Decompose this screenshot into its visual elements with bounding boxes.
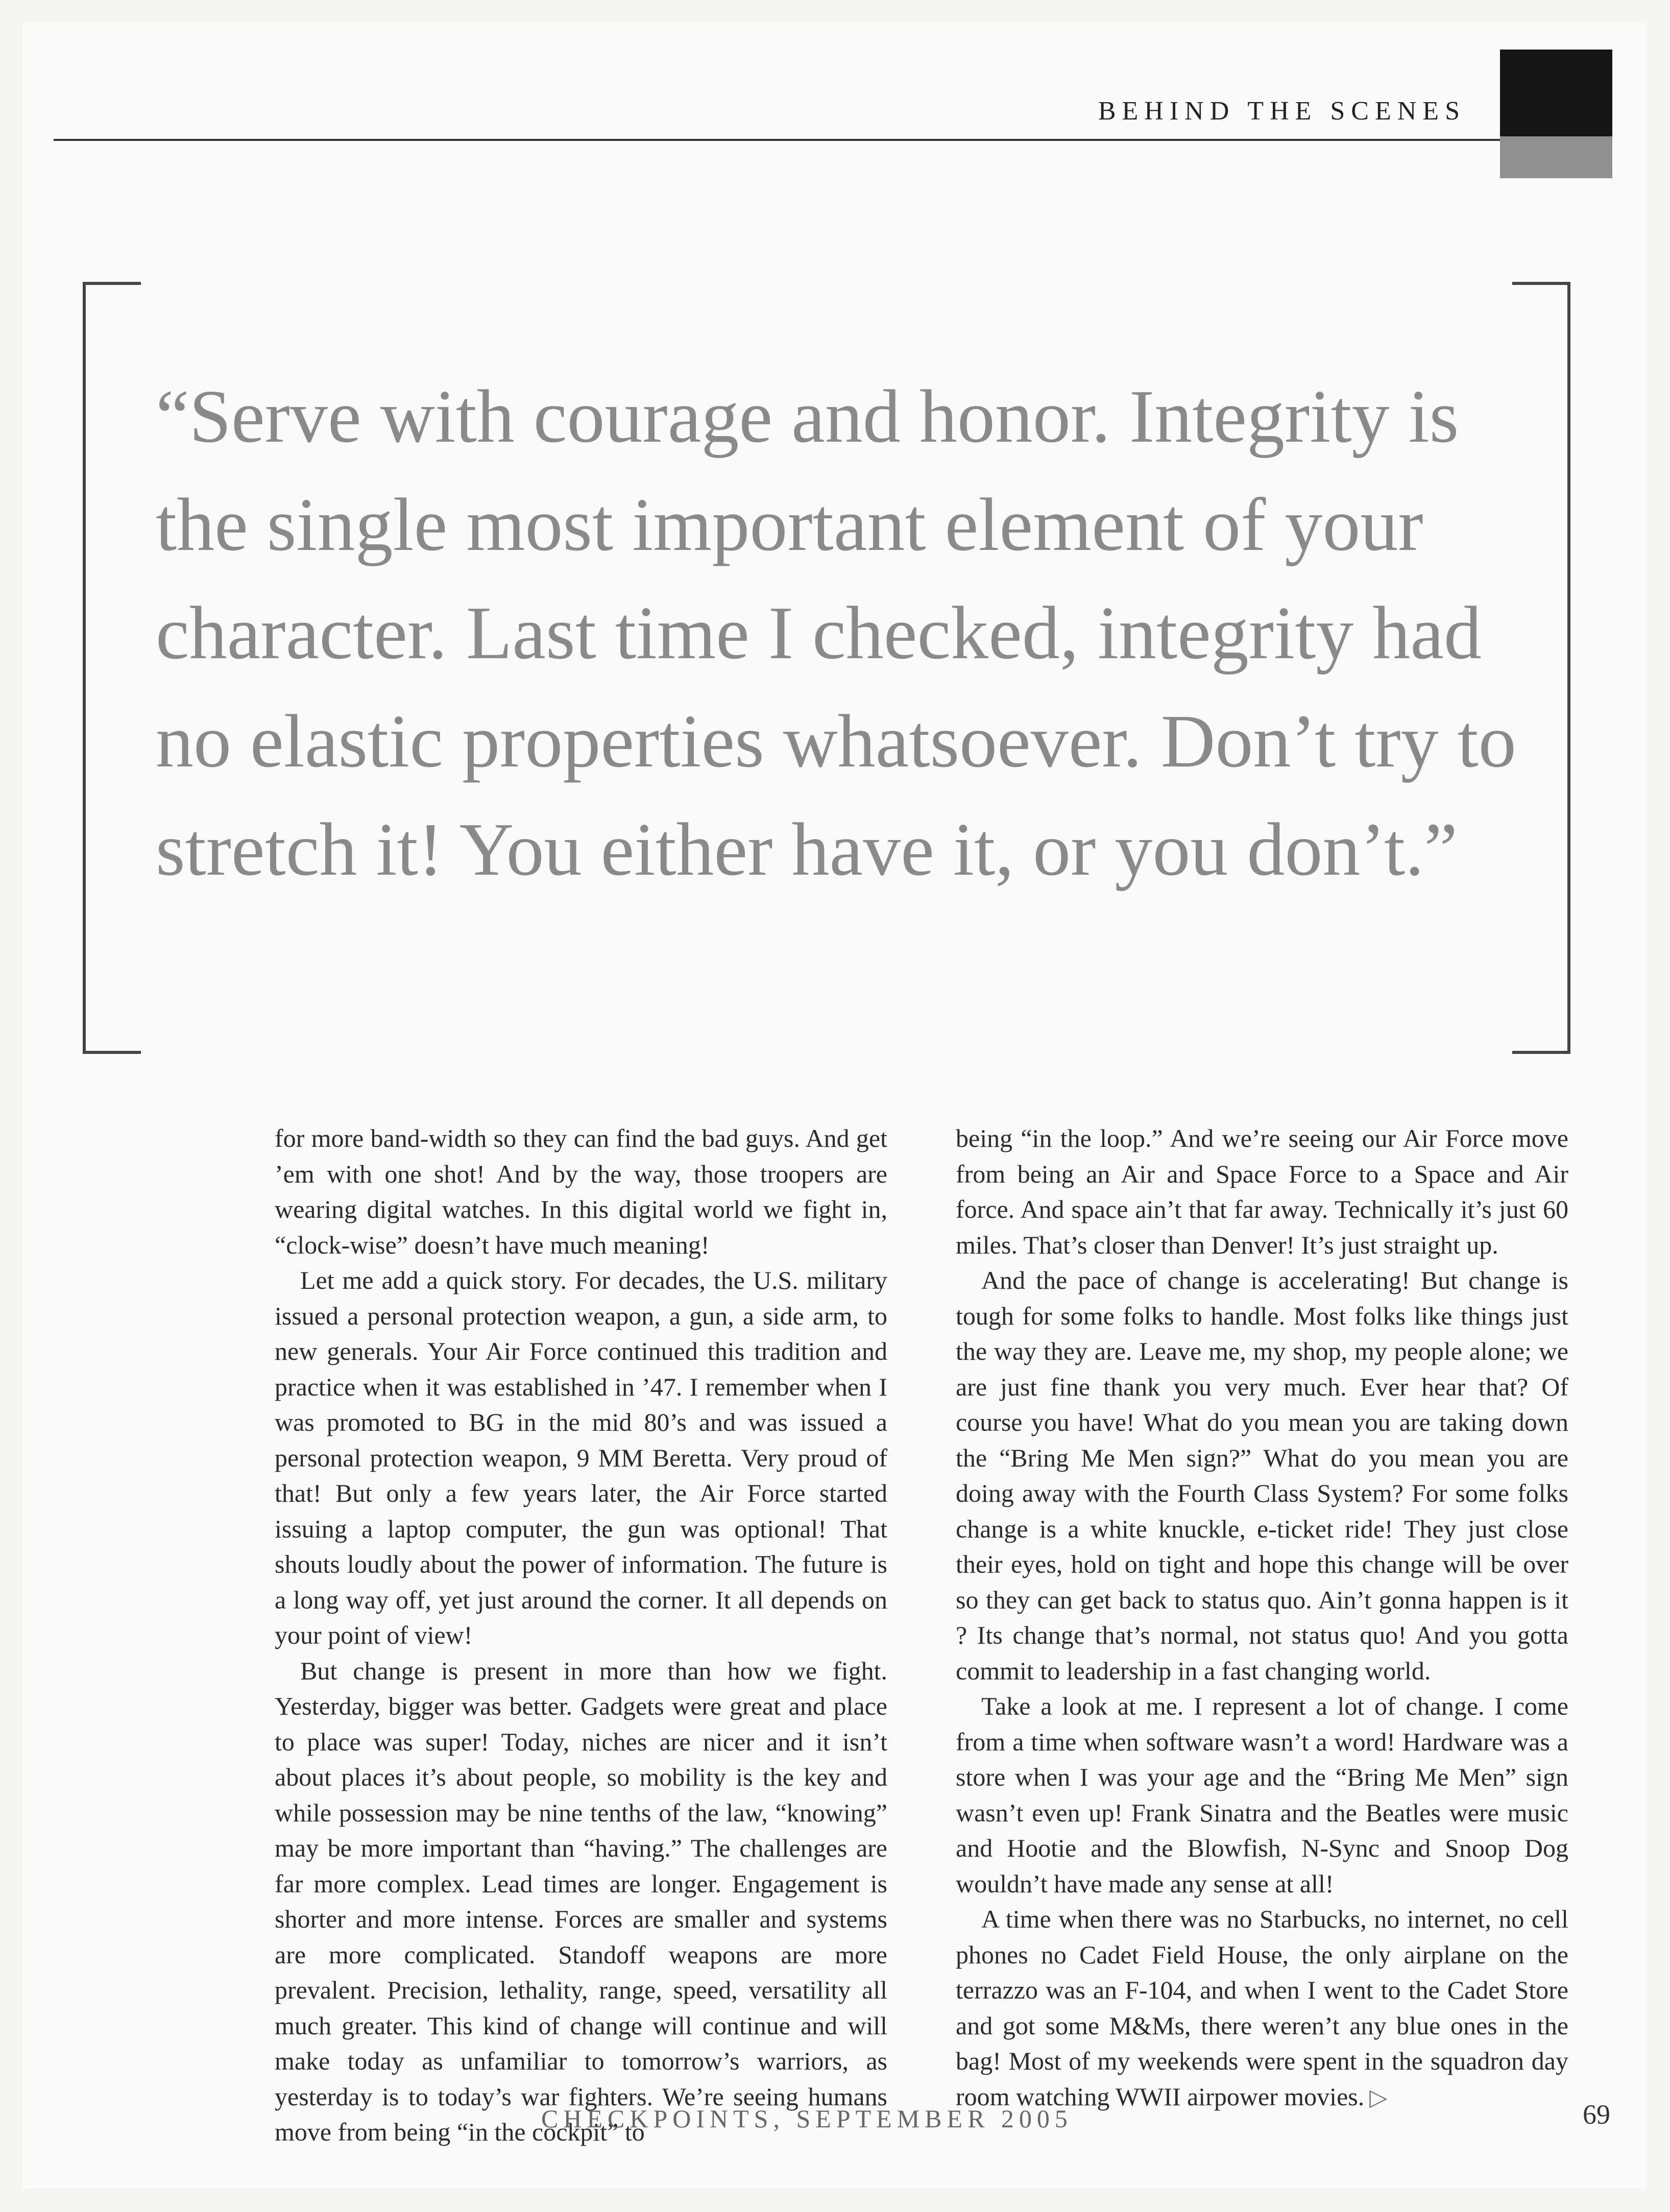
pull-quote-bracket-left: [83, 282, 141, 1054]
paragraph-last: [956, 1902, 1568, 2115]
paragraph: But change is present in more than how we fight. Yesterday, bigger was better. Gadgets were great and place to place was super! Today, niches are nicer and it isn’t about places it’s about people, so mobility is the key and while possession may be nine tenths of the law, “knowing” may be more important than “having.” The challenges are far more complex. Lead times are longer. Engagement is shorter and more intense. Forces are smaller and systems are more complicated. Standoff weapons are more prevalent. Precision, lethality, range, speed, versatility all much greater. This kind of change will continue and will make today as unfamiliar to tomorrow’s warriors, as yesterday is to today’s war fighters. We’re seeing humans move from being “in the cockpit” to: [275, 1656, 887, 2146]
pull-quote: “Serve with courage and honor. Integrity is the single most important element of your character. Last time I checked, integrity had no elastic properties whatsoever. Don’t try to stretch it! You either have it, or you don’t.”: [156, 375, 1516, 892]
corner-tab-block: [1500, 50, 1612, 178]
paragraph: And the pace of change is accelerating! But change is tough for some folks to handle. Most folks like things just the way they are. Leave me, my shop, my people alone; we are just fine thank you very much. Ever hear that? Of course you have! What do you mean you are taking down the “Bring Me Men sign?” What do you mean you are doing away with the Fourth Class System? For some folks change is a white knuckle, e-ticket ride! They just close their eyes, hold on tight and hope this change will be over so they can get back to status quo. Ain’t gonna happen is it ? Its change that’s normal, not status quo! And you gotta commit to leadership in a fast changing world.: [956, 1266, 1568, 1685]
paragraph: being “in the loop.” And we’re seeing our Air Force move from being an Air and Space Force to a Space and Air force. And space ain’t that far away. Technically it’s just 60 miles. That’s closer than Denver! It’s just straight up.: [956, 1124, 1568, 1259]
end-of-story-icon: ▷: [1369, 2084, 1388, 2110]
paragraph: for more band-width so they can find the bad guys. And get ’em with one shot! And by the way, those troopers are wearing digital watches. In this digital world we fight in, “clock-wise” doesn’t have much meaning!: [275, 1124, 887, 1259]
section-label: BEHIND THE SCENES: [1098, 97, 1466, 126]
paragraph-text: A time when there was no Starbucks, no internet, no cell phones no Cadet Field House, the only airplane on the terrazzo was an F-104, and when I went to the Cadet Store and got some M&Ms, there weren’t any blue ones in the bag! Most of my weekends were spent in the squadron day room watching WWII airpower movies.: [956, 1905, 1568, 2111]
page-number: 69: [1583, 2099, 1610, 2130]
paragraph: Let me add a quick story. For decades, the U.S. military issued a personal protection weapon, a gun, a side arm, to new generals. Your Air Force continued this tradition and practice when it was established in ’47. I remember when I was promoted to BG in the mid 80’s and was issued a personal protection weapon, 9 MM Beretta. Very proud of that! But only a few years later, the Air Force started issuing a laptop computer, the gun was optional! That shouts loudly about the power of information. The future is a long way off, yet just around the corner. It all depends on your point of view!: [275, 1266, 887, 1649]
paragraph: Take a look at me. I represent a lot of change. I come from a time when software wasn’t a word! Hardware was a store when I was your age and the “Bring Me Men” sign wasn’t even up! Frank Sinatra and the Beatles were music and Hootie and the Blowfish, N-Sync and Snoop Dog wouldn’t have made any sense at all!: [956, 1692, 1568, 1898]
header-rule: [54, 139, 1504, 141]
publication-footer: CHECKPOINTS, SEPTEMBER 2005: [541, 2104, 1073, 2133]
body-column-right: [956, 1121, 1568, 2115]
body-column-left: [275, 1121, 887, 2150]
